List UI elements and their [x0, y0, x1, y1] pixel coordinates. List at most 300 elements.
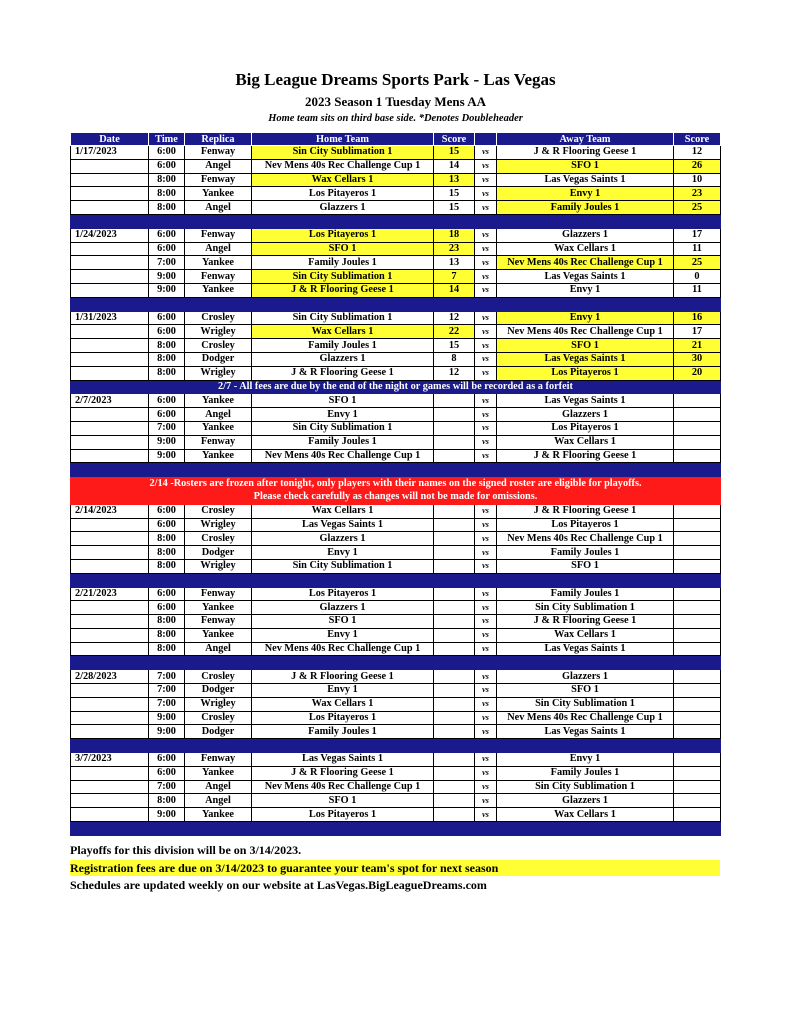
away-score	[674, 587, 721, 601]
home-score: 14	[434, 159, 475, 173]
game-field: Crosley	[185, 504, 252, 518]
game-date	[71, 242, 149, 256]
game-time: 7:00	[149, 421, 185, 435]
table-row	[71, 311, 721, 325]
game-time: 7:00	[149, 256, 185, 270]
vs-label: vs	[475, 173, 497, 187]
table-row	[71, 711, 721, 725]
home-team: SFO 1	[252, 242, 434, 256]
away-team: Los Pitayeros 1	[497, 366, 674, 380]
home-team: Nev Mens 40s Rec Challenge Cup 1	[252, 642, 434, 656]
home-score: 15	[434, 201, 475, 215]
game-field: Angel	[185, 242, 252, 256]
away-score: 23	[674, 187, 721, 201]
table-row	[71, 615, 721, 629]
table-row	[71, 601, 721, 615]
home-team: Nev Mens 40s Rec Challenge Cup 1	[252, 780, 434, 794]
vs-label: vs	[475, 780, 497, 794]
home-score: 15	[434, 146, 475, 160]
table-row	[71, 449, 721, 463]
table-row	[71, 146, 721, 160]
game-field: Wrigley	[185, 366, 252, 380]
game-time: 8:00	[149, 366, 185, 380]
vs-label: vs	[475, 228, 497, 242]
col-header-date: Date	[71, 133, 149, 146]
game-time: 9:00	[149, 449, 185, 463]
table-row	[71, 753, 721, 767]
game-time: 8:00	[149, 187, 185, 201]
game-time: 6:00	[149, 587, 185, 601]
vs-label: vs	[475, 532, 497, 546]
game-time: 9:00	[149, 435, 185, 449]
page-title: Big League Dreams Sports Park - Las Vegas	[235, 70, 556, 89]
vs-label: vs	[475, 325, 497, 339]
home-score	[434, 780, 475, 794]
home-team: Los Pitayeros 1	[252, 711, 434, 725]
game-date: 1/24/2023	[71, 228, 149, 242]
away-score	[674, 753, 721, 767]
vs-label: vs	[475, 270, 497, 284]
table-row	[71, 270, 721, 284]
game-time: 8:00	[149, 615, 185, 629]
home-team: Family Joules 1	[252, 256, 434, 270]
away-score: 21	[674, 339, 721, 353]
home-score	[434, 670, 475, 684]
away-score: 30	[674, 352, 721, 366]
game-date	[71, 449, 149, 463]
home-score	[434, 697, 475, 711]
home-team: Wax Cellars 1	[252, 504, 434, 518]
fees-notice-row	[71, 380, 721, 394]
home-team: Family Joules 1	[252, 339, 434, 353]
game-time: 6:00	[149, 228, 185, 242]
game-date	[71, 615, 149, 629]
game-field: Fenway	[185, 146, 252, 160]
game-time: 6:00	[149, 518, 185, 532]
home-score	[434, 808, 475, 822]
table-row	[71, 435, 721, 449]
home-score	[434, 518, 475, 532]
table-row	[71, 628, 721, 642]
table-row	[71, 228, 721, 242]
game-date	[71, 339, 149, 353]
vs-label: vs	[475, 504, 497, 518]
roster-alert: 2/14 -Rosters are frozen after tonight, only players with their names on the signed roster are eligible for playoffs.	[71, 477, 721, 491]
home-score: 12	[434, 311, 475, 325]
away-score	[674, 504, 721, 518]
game-date	[71, 601, 149, 615]
table-row	[71, 408, 721, 422]
away-score	[674, 559, 721, 573]
home-team: Nev Mens 40s Rec Challenge Cup 1	[252, 449, 434, 463]
away-score: 20	[674, 366, 721, 380]
page-note: Home team sits on third base side. *Denotes Doubleheader	[268, 113, 523, 124]
vs-label: vs	[475, 339, 497, 353]
game-field: Crosley	[185, 532, 252, 546]
game-time: 6:00	[149, 311, 185, 325]
game-time: 8:00	[149, 352, 185, 366]
table-row	[71, 532, 721, 546]
game-field: Crosley	[185, 711, 252, 725]
vs-label: vs	[475, 352, 497, 366]
game-time: 8:00	[149, 532, 185, 546]
home-score: 15	[434, 187, 475, 201]
week-separator-cell	[71, 297, 721, 311]
home-score	[434, 628, 475, 642]
page-subtitle: 2023 Season 1 Tuesday Mens AA	[305, 94, 486, 109]
home-score	[434, 587, 475, 601]
game-date: 2/28/2023	[71, 670, 149, 684]
away-team: Las Vegas Saints 1	[497, 173, 674, 187]
table-row	[71, 201, 721, 215]
vs-label: vs	[475, 408, 497, 422]
game-time: 6:00	[149, 753, 185, 767]
game-time: 7:00	[149, 684, 185, 698]
away-team: J & R Flooring Geese 1	[497, 449, 674, 463]
vs-label: vs	[475, 421, 497, 435]
table-row	[71, 518, 721, 532]
col-header-away-score: Score	[674, 133, 721, 146]
away-score	[674, 435, 721, 449]
away-team: Nev Mens 40s Rec Challenge Cup 1	[497, 711, 674, 725]
game-date	[71, 766, 149, 780]
away-team: J & R Flooring Geese 1	[497, 504, 674, 518]
vs-label: vs	[475, 546, 497, 560]
away-team: Nev Mens 40s Rec Challenge Cup 1	[497, 532, 674, 546]
vs-label: vs	[475, 187, 497, 201]
away-score	[674, 394, 721, 408]
week-separator-cell	[71, 214, 721, 228]
away-team: Los Pitayeros 1	[497, 421, 674, 435]
away-team: Las Vegas Saints 1	[497, 394, 674, 408]
roster-alert-row	[71, 477, 721, 491]
table-row	[71, 339, 721, 353]
home-team: Los Pitayeros 1	[252, 587, 434, 601]
home-score: 18	[434, 228, 475, 242]
registration-note: Registration fees are due on 3/14/2023 to guarantee your team's spot for next season	[70, 860, 720, 876]
game-field: Fenway	[185, 173, 252, 187]
away-score	[674, 449, 721, 463]
game-time: 7:00	[149, 697, 185, 711]
week-separator	[71, 656, 721, 670]
game-time: 8:00	[149, 201, 185, 215]
game-field: Crosley	[185, 311, 252, 325]
table-row	[71, 159, 721, 173]
game-field: Crosley	[185, 339, 252, 353]
vs-label: vs	[475, 559, 497, 573]
away-score	[674, 628, 721, 642]
week-separator	[71, 297, 721, 311]
table-row	[71, 780, 721, 794]
game-date	[71, 559, 149, 573]
game-date	[71, 435, 149, 449]
table-row	[71, 697, 721, 711]
vs-label: vs	[475, 615, 497, 629]
week-separator-cell	[71, 573, 721, 587]
vs-label: vs	[475, 256, 497, 270]
vs-label: vs	[475, 794, 497, 808]
home-team: Las Vegas Saints 1	[252, 753, 434, 767]
away-team: Wax Cellars 1	[497, 242, 674, 256]
table-row	[71, 725, 721, 739]
game-date	[71, 325, 149, 339]
home-score	[434, 725, 475, 739]
game-field: Dodger	[185, 546, 252, 560]
game-time: 6:00	[149, 159, 185, 173]
game-date: 3/7/2023	[71, 753, 149, 767]
home-score	[434, 766, 475, 780]
home-team: Family Joules 1	[252, 725, 434, 739]
game-date	[71, 518, 149, 532]
home-score	[434, 601, 475, 615]
home-team: Sin City Sublimation 1	[252, 146, 434, 160]
game-date	[71, 421, 149, 435]
vs-label: vs	[475, 146, 497, 160]
table-row	[71, 242, 721, 256]
game-field: Angel	[185, 794, 252, 808]
table-row	[71, 559, 721, 573]
website-note: Schedules are updated weekly on our website at LasVegas.BigLeagueDreams.com	[70, 878, 487, 892]
away-team: Glazzers 1	[497, 794, 674, 808]
game-time: 9:00	[149, 725, 185, 739]
home-score: 8	[434, 352, 475, 366]
home-team: SFO 1	[252, 794, 434, 808]
home-score	[434, 615, 475, 629]
away-team: Envy 1	[497, 187, 674, 201]
game-date: 1/17/2023	[71, 146, 149, 160]
game-field: Fenway	[185, 435, 252, 449]
home-score	[434, 642, 475, 656]
vs-label: vs	[475, 394, 497, 408]
away-team: Las Vegas Saints 1	[497, 725, 674, 739]
home-score	[434, 684, 475, 698]
away-team: Family Joules 1	[497, 546, 674, 560]
game-time: 6:00	[149, 601, 185, 615]
game-time: 9:00	[149, 711, 185, 725]
away-score	[674, 421, 721, 435]
game-field: Wrigley	[185, 697, 252, 711]
roster-alert: Please check carefully as changes will not be made for omissions.	[71, 490, 721, 504]
home-team: J & R Flooring Geese 1	[252, 670, 434, 684]
game-date	[71, 697, 149, 711]
game-date	[71, 270, 149, 284]
away-score: 16	[674, 311, 721, 325]
away-team: Las Vegas Saints 1	[497, 352, 674, 366]
away-team: Family Joules 1	[497, 201, 674, 215]
away-team: Envy 1	[497, 753, 674, 767]
game-date: 1/31/2023	[71, 311, 149, 325]
vs-label: vs	[475, 628, 497, 642]
table-row	[71, 504, 721, 518]
table-row	[71, 794, 721, 808]
game-time: 6:00	[149, 242, 185, 256]
vs-label: vs	[475, 808, 497, 822]
game-field: Dodger	[185, 684, 252, 698]
schedule-body	[71, 146, 721, 836]
week-separator	[71, 573, 721, 587]
vs-label: vs	[475, 366, 497, 380]
game-time: 9:00	[149, 270, 185, 284]
home-score	[434, 421, 475, 435]
away-team: J & R Flooring Geese 1	[497, 615, 674, 629]
week-separator	[71, 214, 721, 228]
home-score	[434, 394, 475, 408]
vs-label: vs	[475, 725, 497, 739]
away-score: 12	[674, 146, 721, 160]
vs-label: vs	[475, 587, 497, 601]
week-separator	[71, 463, 721, 477]
home-team: Glazzers 1	[252, 352, 434, 366]
away-score: 0	[674, 270, 721, 284]
week-separator	[71, 739, 721, 753]
away-team: J & R Flooring Geese 1	[497, 146, 674, 160]
away-score	[674, 642, 721, 656]
home-score	[434, 504, 475, 518]
away-team: Wax Cellars 1	[497, 628, 674, 642]
schedule-table	[70, 132, 721, 836]
away-score	[674, 766, 721, 780]
game-field: Fenway	[185, 228, 252, 242]
vs-label: vs	[475, 449, 497, 463]
table-row	[71, 421, 721, 435]
game-field: Yankee	[185, 421, 252, 435]
home-score: 22	[434, 325, 475, 339]
game-time: 8:00	[149, 642, 185, 656]
home-team: Los Pitayeros 1	[252, 228, 434, 242]
game-time: 6:00	[149, 408, 185, 422]
home-score: 14	[434, 283, 475, 297]
home-team: SFO 1	[252, 394, 434, 408]
game-date	[71, 187, 149, 201]
game-time: 6:00	[149, 504, 185, 518]
game-date	[71, 366, 149, 380]
home-team: Envy 1	[252, 684, 434, 698]
game-date	[71, 352, 149, 366]
game-time: 6:00	[149, 766, 185, 780]
home-team: Sin City Sublimation 1	[252, 559, 434, 573]
home-team: Envy 1	[252, 408, 434, 422]
home-score: 23	[434, 242, 475, 256]
col-header-away-team: Away Team	[497, 133, 674, 146]
playoffs-note: Playoffs for this division will be on 3/14/2023.	[70, 843, 302, 857]
game-date	[71, 780, 149, 794]
game-time: 8:00	[149, 794, 185, 808]
fees-notice: 2/7 - All fees are due by the end of the night or games will be recorded as a forfeit	[71, 380, 721, 394]
away-score: 11	[674, 242, 721, 256]
table-row	[71, 366, 721, 380]
home-team: Envy 1	[252, 546, 434, 560]
away-score	[674, 546, 721, 560]
home-team: J & R Flooring Geese 1	[252, 366, 434, 380]
game-date	[71, 725, 149, 739]
home-score	[434, 794, 475, 808]
home-team: Envy 1	[252, 628, 434, 642]
game-date	[71, 684, 149, 698]
game-time: 8:00	[149, 628, 185, 642]
away-team: Sin City Sublimation 1	[497, 601, 674, 615]
game-date	[71, 546, 149, 560]
home-team: Sin City Sublimation 1	[252, 311, 434, 325]
col-header-home-team: Home Team	[252, 133, 434, 146]
game-time: 6:00	[149, 325, 185, 339]
home-team: Glazzers 1	[252, 201, 434, 215]
game-date	[71, 808, 149, 822]
game-field: Fenway	[185, 753, 252, 767]
away-score	[674, 780, 721, 794]
game-field: Yankee	[185, 808, 252, 822]
game-field: Yankee	[185, 628, 252, 642]
vs-label: vs	[475, 242, 497, 256]
home-score: 7	[434, 270, 475, 284]
home-team: Wax Cellars 1	[252, 697, 434, 711]
away-score	[674, 725, 721, 739]
game-field: Dodger	[185, 352, 252, 366]
away-score	[674, 711, 721, 725]
away-score	[674, 601, 721, 615]
home-score	[434, 408, 475, 422]
game-field: Yankee	[185, 601, 252, 615]
game-date	[71, 159, 149, 173]
away-team: Glazzers 1	[497, 228, 674, 242]
away-score	[674, 794, 721, 808]
vs-label: vs	[475, 159, 497, 173]
home-team: Sin City Sublimation 1	[252, 270, 434, 284]
away-team: SFO 1	[497, 339, 674, 353]
home-score: 12	[434, 366, 475, 380]
away-team: Wax Cellars 1	[497, 808, 674, 822]
away-team: SFO 1	[497, 559, 674, 573]
game-time: 6:00	[149, 146, 185, 160]
away-score	[674, 697, 721, 711]
away-team: Wax Cellars 1	[497, 435, 674, 449]
home-team: Nev Mens 40s Rec Challenge Cup 1	[252, 159, 434, 173]
table-row	[71, 808, 721, 822]
col-header-time: Time	[149, 133, 185, 146]
away-team: Los Pitayeros 1	[497, 518, 674, 532]
game-time: 8:00	[149, 546, 185, 560]
table-row	[71, 325, 721, 339]
game-field: Wrigley	[185, 325, 252, 339]
home-team: Glazzers 1	[252, 532, 434, 546]
away-team: Family Joules 1	[497, 587, 674, 601]
away-team: Envy 1	[497, 311, 674, 325]
home-team: SFO 1	[252, 615, 434, 629]
home-team: Los Pitayeros 1	[252, 808, 434, 822]
game-field: Yankee	[185, 394, 252, 408]
away-team: Sin City Sublimation 1	[497, 697, 674, 711]
week-separator-cell	[71, 739, 721, 753]
game-field: Dodger	[185, 725, 252, 739]
vs-label: vs	[475, 697, 497, 711]
game-field: Yankee	[185, 256, 252, 270]
game-time: 8:00	[149, 173, 185, 187]
vs-label: vs	[475, 518, 497, 532]
table-row	[71, 352, 721, 366]
away-score: 25	[674, 256, 721, 270]
home-score	[434, 435, 475, 449]
game-field: Angel	[185, 201, 252, 215]
home-score: 13	[434, 173, 475, 187]
vs-label: vs	[475, 670, 497, 684]
table-row	[71, 684, 721, 698]
game-time: 8:00	[149, 339, 185, 353]
away-team: Glazzers 1	[497, 408, 674, 422]
away-score: 25	[674, 201, 721, 215]
away-score: 26	[674, 159, 721, 173]
home-score	[434, 532, 475, 546]
vs-label: vs	[475, 753, 497, 767]
away-score	[674, 408, 721, 422]
